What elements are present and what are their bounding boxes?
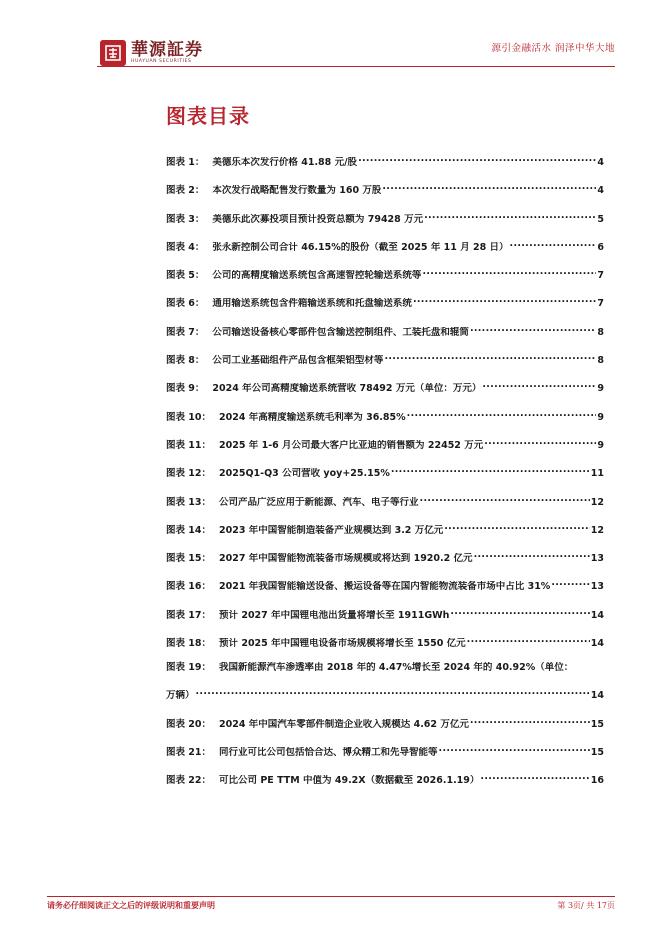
header-slogan: 源引金融活水 润泽中华大地 [491,43,615,54]
toc-entry-page: 15 [590,718,604,730]
toc-entry-leader [384,351,596,363]
toc-entry-leader [484,436,596,448]
toc-entry-label: 图表 19： [166,662,212,674]
toc-entry-page: 14 [590,609,604,621]
toc-entry[interactable] [166,493,604,509]
toc-entry-label: 图表 12： [166,468,212,480]
toc-entry-label: 图表 9： [166,383,205,395]
toc-entry-text: 预计 2027 年中国锂电池出货量将增长至 1911GWh [219,609,450,621]
toc-entry[interactable] [166,436,604,452]
toc-entry[interactable] [166,181,604,197]
footer-disclaimer: 请务必仔细阅读正文之后的评级说明和重要声明 [47,901,215,910]
toc-entry-leader [439,743,590,755]
toc-entry-page: 13 [590,553,604,565]
toc-entry-leader [470,715,590,727]
toc-entry-page: 16 [590,775,604,787]
toc-entry-text: 公司工业基础组件产品包含框架铝型材等 [212,355,384,367]
toc-entry-text: 通用输送系统包含件箱输送系统和托盘输送系统 [212,298,412,310]
toc-entry-label: 图表 11： [166,439,212,451]
toc-entry-text: 2025Q1-Q3 公司营收 yoy+25.15% [219,468,390,480]
toc-entry-text: 2024 年中国汽车零部件制造企业收入规模达 4.62 万亿元 [219,718,469,730]
toc-entry[interactable] [166,634,604,650]
toc-entry-label: 图表 6： [166,298,205,310]
toc-entry[interactable] [166,323,604,339]
toc-entry[interactable] [166,153,604,169]
toc-entry-label: 图表 4： [166,241,205,253]
logo-name: 華源証券 [131,40,203,60]
toc-entry-label: 图表 2： [166,185,205,197]
footer-divider [47,896,615,897]
toc-entry-page: 5 [597,213,604,225]
toc-entry-leader [444,521,590,533]
toc-entry-leader [470,323,596,335]
toc-entry-label: 图表 3： [166,213,205,225]
toc-entry-page: 12 [590,524,604,536]
toc-entry-label: 图表 10： [166,411,212,423]
toc-entry-text-continued: 万辆） [166,690,195,702]
toc-entry-text: 2027 年中国智能物流装备市场规模或将达到 1920.2 亿元 [219,553,473,565]
toc-entry-text: 2025 年 1-6 月公司最大客户比亚迪的销售额为 22452 万元 [219,439,484,451]
toc-entry[interactable] [166,606,604,622]
toc-entry-text: 可比公司 PE TTM 中值为 49.2X（数据截至 2026.1.19） [219,775,480,787]
header-divider [97,66,615,67]
toc-entry-page: 7 [597,298,604,310]
toc-entry[interactable] [166,294,604,310]
toc-entry-label: 图表 1： [166,157,205,168]
toc-entry-page: 6 [597,241,604,253]
toc-entry-text: 我国新能源汽车渗透率由 2018 年的 4.47%增长至 2024 年的 40.92%（单位： [219,662,574,674]
toc-entry-leader [450,606,589,618]
toc-entry[interactable] [166,210,604,226]
toc-entry[interactable] [166,549,604,565]
toc-entry-page: 11 [590,468,604,480]
toc-entry-leader [482,379,596,391]
toc-entry[interactable] [166,238,604,254]
toc-entry-text: 张永新控制公司合计 46.15%的股份（截至 2025 年 11 月 28 日） [212,241,509,253]
toc-entry-leader [407,408,597,420]
toc-entry-text: 公司产品广泛应用于新能源、汽车、电子等行业 [219,496,419,508]
toc-entry-leader [391,464,590,476]
toc-entry-page: 8 [597,326,604,338]
toc-entry[interactable] [166,351,604,367]
toc-entry-leader [358,153,596,165]
toc-entry-page: 9 [597,411,604,423]
toc-entry-page: 12 [590,496,604,508]
page-title: 图表目录 [166,104,250,128]
toc-entry-text: 公司的高精度输送系统包含高速智控轮输送系统等 [212,270,422,282]
toc-entry-text: 2021 年我国智能输送设备、搬运设备等在国内智能物流装备市场中占比 31% [219,581,551,593]
toc-entry-page: 8 [597,355,604,367]
toc-entry[interactable] [166,743,604,759]
toc-entry-leader [420,493,590,505]
toc-entry[interactable] [166,379,604,395]
toc-entry-leader [467,634,590,646]
toc-entry[interactable] [166,771,604,787]
toc-entry-label: 图表 22： [166,775,212,787]
toc-entry-label: 图表 5： [166,270,205,282]
toc-entry-leader [474,549,590,561]
toc-entry-leader [551,577,589,589]
toc-entry-label: 图表 16： [166,581,212,593]
logo-subname: HUAYUAN SECURITIES [131,59,192,64]
company-logo [100,40,203,66]
toc-entry-label: 图表 7： [166,326,205,338]
toc-entry-label: 图表 20： [166,718,212,730]
toc-entry-text: 公司输送设备核心零部件包含输送控制组件、工装托盘和辊筒 [212,326,469,338]
toc-entry[interactable] [166,408,604,424]
toc-entry-label: 图表 21： [166,746,212,758]
toc-entry-text: 美德乐本次发行价格 41.88 元/股 [212,157,358,168]
toc-entry-leader [413,294,596,306]
toc-entry-label: 图表 8： [166,355,205,367]
toc-entry[interactable] [166,715,604,731]
toc-entry-label: 图表 14： [166,524,212,536]
toc-entry-text: 同行业可比公司包括恰合达、博众精工和先导智能等 [219,746,438,758]
footer-page-info: 第 3页/ 共 17页 [557,901,615,910]
toc-entry-leader [480,771,589,783]
toc-entry-page: 9 [597,383,604,395]
toc-entry-page: 9 [597,439,604,451]
toc-entry-text: 2024 年公司高精度输送系统营收 78492 万元（单位：万元） [212,383,482,395]
table-of-figures [166,153,604,800]
toc-entry-text: 2024 年高精度输送系统毛利率为 36.85% [219,411,406,423]
toc-entry-page: 4 [597,157,604,168]
toc-entry-page: 14 [590,638,604,650]
toc-entry-text: 预计 2025 年中国锂电设备市场规模将增长至 1550 亿元 [219,638,466,650]
toc-entry[interactable] [166,266,604,282]
page-header [0,0,662,78]
toc-entry[interactable] [166,464,604,480]
toc-entry-text: 美德乐此次募投项目预计投资总额为 79428 万元 [212,213,424,225]
toc-entry-label: 图表 13： [166,496,212,508]
toc-entry-label: 图表 17： [166,609,212,621]
logo-seal-icon [100,40,126,66]
toc-entry-leader [424,210,596,222]
toc-entry-label: 图表 15： [166,553,212,565]
toc-entry-page: 4 [597,185,604,197]
toc-entry-leader [422,266,596,278]
toc-entry-label: 图表 18： [166,638,212,650]
toc-entry-page: 13 [590,581,604,593]
toc-entry-leader [196,686,590,698]
toc-entry-leader [382,181,596,193]
toc-entry-leader [510,238,597,250]
toc-entry-text: 2023 年中国智能制造装备产业规模达到 3.2 万亿元 [219,524,444,536]
toc-entry-text: 本次发行战略配售发行数量为 160 万股 [212,185,382,197]
toc-entry-page: 14 [590,690,604,702]
toc-entry-page: 15 [590,746,604,758]
toc-entry[interactable] [166,521,604,537]
toc-entry[interactable] [166,662,604,702]
toc-entry-page: 7 [597,270,604,282]
toc-entry[interactable] [166,577,604,593]
